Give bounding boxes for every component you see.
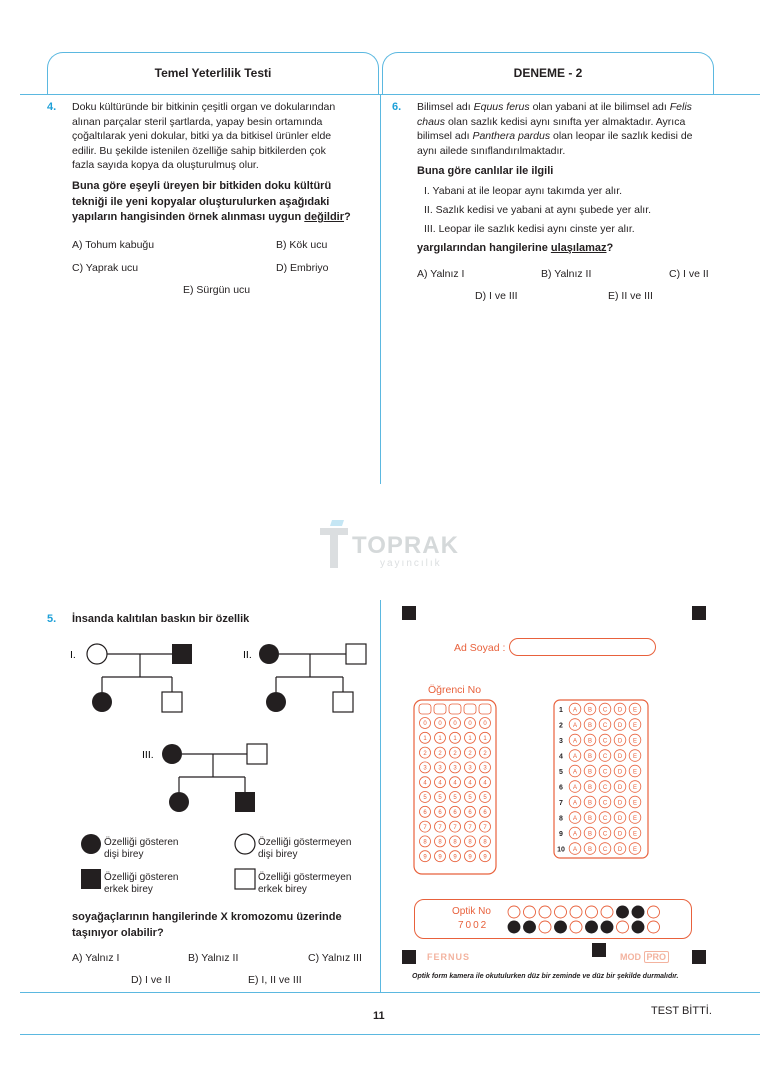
optic-no-bubble — [601, 921, 613, 933]
student-no-label: Öğrenci No — [428, 684, 482, 696]
bubble-digit: 1 — [483, 736, 487, 742]
optic-no-bubble — [586, 906, 598, 918]
bubble-digit: 9 — [438, 854, 442, 861]
test-end-text: TEST BİTTİ. — [651, 1005, 712, 1017]
optic-no-bubble — [648, 921, 660, 933]
answer-letter: C — [602, 846, 608, 853]
q4-text — [72, 100, 372, 173]
answer-letter: E — [632, 753, 638, 760]
bubble-digit: 8 — [468, 839, 472, 846]
bubble-digit: 4 — [483, 780, 487, 787]
bubble-digit: 9 — [423, 854, 427, 861]
bubble-digit: 1 — [438, 736, 442, 742]
answer-row-number: 2 — [559, 722, 563, 730]
answer-letter: C — [602, 784, 608, 791]
answer-row-number: 10 — [557, 846, 565, 854]
q4-option-e[interactable]: E) Sürgün ucu — [183, 284, 251, 296]
answer-letter: E — [632, 769, 638, 776]
answer-letter: E — [632, 738, 638, 745]
p1-daughter — [92, 692, 112, 712]
q6-underlined-word: ulaşılamaz — [550, 242, 607, 254]
answer-letter: C — [602, 800, 608, 807]
pedigree-1 — [70, 644, 192, 712]
bubble-digit: 7 — [453, 824, 457, 831]
q6-option-c[interactable]: C) I ve II — [669, 268, 709, 280]
bubble-digit: 4 — [468, 780, 472, 787]
optic-no-bubble — [524, 921, 536, 933]
answer-letter: C — [602, 722, 608, 729]
q4-line: alınan parçalar steril şartlarda, yapay besin ortamında — [72, 115, 323, 128]
answer-letter: D — [617, 769, 623, 776]
header-rule — [20, 94, 760, 95]
answer-letter: D — [617, 753, 623, 760]
bubble-digit: 3 — [468, 765, 472, 772]
bubble-digit: 6 — [438, 810, 442, 816]
student-no-cell — [434, 704, 446, 714]
bubble-digit: 3 — [438, 765, 442, 772]
optic-corner-mark — [692, 606, 706, 620]
bubble-digit: 6 — [483, 810, 487, 816]
q4-underlined-word: değildir — [304, 211, 345, 223]
pedigree-label-2: II. — [243, 649, 252, 661]
bubble-digit: 2 — [483, 750, 487, 757]
watermark-brand: TOPRAK — [352, 532, 459, 559]
bubble-digit: 0 — [438, 721, 442, 728]
p1-mother — [87, 644, 107, 664]
q4-line: fazla sayıda kopya da oluşturulmuş olur. — [72, 159, 259, 171]
optic-no-bubble — [601, 906, 613, 918]
answer-letter: D — [617, 707, 623, 714]
q4-option-b[interactable]: B) Kök ucu — [276, 239, 328, 251]
answer-letter: A — [572, 753, 578, 760]
answer-letter: B — [587, 722, 593, 729]
bubble-digit: 7 — [423, 824, 427, 831]
optic-no-bubble — [539, 906, 551, 918]
p2-daughter — [266, 692, 286, 712]
student-no-grid[interactable] — [413, 699, 497, 875]
answer-letter: A — [572, 846, 578, 853]
bubble-digit: 4 — [453, 780, 457, 787]
bubble-digit: 8 — [483, 839, 487, 846]
q6-statement-2: II. Sazlık kedisi ve yabani at aynı şubede yer alır. — [424, 204, 652, 216]
answer-letter: D — [617, 784, 623, 791]
answer-letter: A — [572, 800, 578, 807]
answer-letter: B — [587, 769, 593, 776]
q4-question — [72, 179, 377, 226]
bubble-digit: 9 — [453, 854, 457, 861]
toprak-watermark — [318, 518, 458, 578]
optic-corner-mark — [402, 606, 416, 620]
optic-no-bubble — [508, 906, 520, 918]
footer-rule-top — [20, 992, 760, 993]
legend-filled-male-icon — [80, 868, 102, 890]
page-number: 11 — [373, 1010, 385, 1022]
optic-no-bubble — [632, 906, 644, 918]
legend-filled-female-icon — [80, 833, 102, 855]
q5-option-c[interactable]: C) Yalnız III — [308, 952, 362, 964]
optic-center-mark — [592, 943, 606, 957]
answer-letter: B — [587, 738, 593, 745]
bubble-digit: 1 — [423, 736, 427, 742]
q4-question-line: yapıların hangisinden örnek alınması uygun değildir? — [72, 211, 351, 223]
brand-right: MOD PRO — [620, 952, 669, 962]
answer-letter: A — [572, 815, 578, 822]
name-label: Ad Soyad : — [454, 642, 506, 654]
brand-left: FERNUS — [427, 952, 471, 962]
q4-line: çoğaltılarak yeni dokular, bitki ya da bitkisel ürünler elde — [72, 130, 332, 142]
bubble-digit: 7 — [468, 824, 472, 831]
answer-letter: A — [572, 784, 578, 791]
legend-empty-male: Özelliği göstermeyen erkek birey — [258, 872, 352, 895]
bubble-digit: 2 — [468, 750, 472, 757]
q6-option-e[interactable]: E) II ve III — [608, 290, 653, 302]
footer-rule-bottom — [20, 1034, 760, 1035]
answer-letter: A — [572, 722, 578, 729]
answer-letter: D — [617, 800, 623, 807]
header-left-title: Temel Yeterlilik Testi — [154, 66, 272, 80]
optic-no-bubble — [508, 921, 520, 933]
p2-son — [333, 692, 353, 712]
student-no-cell — [449, 704, 461, 714]
q4-line: edilir. Bu şekilde istenilen özelliğe sahip bitkilerden çok — [72, 144, 326, 157]
q5-question: soyağaçlarının hangilerinde X kromozomu üzerinde taşınıyor olabilir? — [72, 911, 342, 939]
answer-letter: E — [632, 846, 638, 853]
header-right-title: DENEME - 2 — [513, 66, 583, 80]
bubble-digit: 4 — [423, 780, 427, 787]
p3-mother — [162, 744, 182, 764]
answer-letter: D — [617, 831, 623, 838]
bubble-digit: 6 — [468, 810, 472, 816]
p2-mother — [259, 644, 279, 664]
q5-option-d[interactable]: D) I ve II — [131, 974, 171, 986]
answer-letter: B — [587, 707, 593, 714]
optic-no-bubble — [648, 906, 660, 918]
answer-letter: D — [617, 738, 623, 745]
bubble-digit: 0 — [423, 721, 427, 728]
q4-line: Doku kültüründe bir bitkinin çeşitli organ ve dokularından — [72, 101, 336, 113]
answer-letter: C — [602, 831, 608, 838]
bubble-digit: 8 — [423, 839, 427, 846]
optic-no-value: 7002 — [458, 920, 489, 931]
column-divider-bottom — [380, 600, 381, 992]
optic-no-bubble — [555, 906, 567, 918]
bubble-digit: 3 — [483, 765, 487, 772]
legend-empty-female-icon — [234, 833, 256, 855]
pedigree-3 — [142, 744, 267, 812]
q6-text — [417, 100, 717, 158]
bubble-digit: 9 — [483, 854, 487, 861]
watermark-sub: yayıncılık — [380, 558, 442, 569]
p3-son — [235, 792, 255, 812]
answer-row-number: 9 — [559, 831, 563, 838]
answer-letter: B — [587, 800, 593, 807]
optic-no-bubble — [617, 921, 629, 933]
bubble-digit: 2 — [423, 750, 427, 757]
answer-row-number: 1 — [559, 707, 563, 714]
bubble-digit: 2 — [438, 750, 442, 757]
answer-row-number: 5 — [559, 769, 563, 776]
column-divider-top — [380, 94, 381, 484]
q5-option-b[interactable]: B) Yalnız II — [188, 952, 239, 964]
q6-line: bilimsel adı Panthera pardus olan leopar ile sazlık kedisi de — [417, 130, 693, 142]
legend-filled-male: Özelliği gösteren erkek birey — [104, 872, 179, 895]
q5-option-e[interactable]: E) I, II ve III — [248, 974, 302, 986]
bubble-digit: 6 — [453, 810, 457, 816]
optic-no-bubbles — [506, 904, 666, 936]
bubble-digit: 1 — [453, 736, 457, 742]
optic-note: Optik form kamera ile okutulurken düz bir zeminde ve düz bir şekilde durmalıdır. — [412, 973, 679, 980]
bubble-digit: 1 — [468, 736, 472, 742]
q6-statement-3: III. Leopar ile sazlık kedisi aynı cinste yer alır. — [424, 223, 635, 235]
bubble-digit: 7 — [438, 824, 442, 831]
q5-number: 5. — [47, 613, 57, 625]
bubble-digit: 5 — [483, 795, 487, 802]
q4-question-line: tekniği ile yeni kopyalar oluşturulurken aşağıdaki — [72, 195, 330, 208]
answer-letter: B — [587, 815, 593, 822]
q6-line: Bilimsel adı Equus ferus olan yabani at ile bilimsel adı Felis — [417, 101, 692, 113]
legend-empty-female: Özelliği göstermeyen dişi birey — [258, 837, 352, 860]
optic-corner-mark — [402, 950, 416, 964]
header-right-tab — [382, 52, 714, 94]
optic-no-bubble — [617, 906, 629, 918]
answer-row-number: 3 — [559, 738, 563, 745]
answer-letter: C — [602, 815, 608, 822]
bubble-digit: 0 — [453, 721, 457, 728]
bubble-digit: 4 — [438, 780, 442, 787]
answer-letter: D — [617, 722, 623, 729]
bubble-digit: 8 — [453, 839, 457, 846]
optic-corner-mark — [692, 950, 706, 964]
q6-number: 6. — [392, 101, 402, 113]
answer-letter: B — [587, 784, 593, 791]
q6-line: aynı ailede sınıflandırılmaktadır. — [417, 144, 566, 157]
pedigree-2 — [243, 644, 366, 712]
bubble-digit: 5 — [438, 795, 442, 802]
bubble-digit: 3 — [453, 765, 457, 772]
answer-grid[interactable] — [553, 699, 649, 859]
optic-no-bubble — [539, 921, 551, 933]
header-left-tab — [47, 52, 379, 94]
pedigree-diagram — [60, 635, 370, 825]
optic-no-bubble — [555, 921, 567, 933]
q4-question-line: Buna göre eşeyli üreyen bir bitkiden doku kültürü — [72, 180, 332, 192]
pedigree-label-3: III. — [142, 749, 154, 761]
answer-letter: D — [617, 815, 623, 822]
bubble-digit: 3 — [423, 765, 427, 772]
q4-option-a[interactable]: A) Tohum kabuğu — [72, 239, 155, 251]
pedigree-label-1: I. — [70, 649, 76, 661]
q6-option-b[interactable]: B) Yalnız II — [541, 268, 592, 280]
answer-letter: C — [602, 753, 608, 760]
answer-row-number: 7 — [559, 800, 563, 807]
answer-letter: A — [572, 769, 578, 776]
q6-line: chaus olan sazlık kedisi aynı sınıfta yer almaktadır. Ayrıca — [417, 115, 686, 128]
answer-letter: C — [602, 769, 608, 776]
bubble-digit: 8 — [438, 839, 442, 846]
student-no-cell — [479, 704, 491, 714]
bubble-digit: 5 — [453, 795, 457, 802]
optic-no-bubble — [524, 906, 536, 918]
answer-letter: B — [587, 846, 593, 853]
bubble-digit: 7 — [483, 824, 487, 831]
answer-row-number: 8 — [559, 815, 563, 823]
answer-letter: C — [602, 707, 608, 714]
q4-option-c[interactable]: C) Yaprak ucu — [72, 262, 139, 274]
q4-number: 4. — [47, 101, 57, 113]
q6-option-a[interactable]: A) Yalnız I — [417, 268, 465, 280]
answer-letter: E — [632, 707, 638, 714]
answer-letter: E — [632, 722, 638, 729]
p1-father — [172, 644, 192, 664]
p3-daughter — [169, 792, 189, 812]
q6-closing: yargılarından hangilerine ulaşılamaz? — [417, 242, 614, 254]
answer-letter: E — [632, 831, 638, 838]
bubble-digit: 9 — [468, 854, 472, 861]
name-field[interactable] — [509, 638, 656, 656]
q5-option-a[interactable]: A) Yalnız I — [72, 952, 120, 964]
answer-letter: B — [587, 831, 593, 838]
answer-letter: E — [632, 800, 638, 807]
answer-letter: E — [632, 784, 638, 791]
optic-no-bubble — [570, 921, 582, 933]
answer-letter: E — [632, 815, 638, 822]
legend-empty-male-icon — [234, 868, 256, 890]
bubble-digit: 6 — [423, 810, 427, 816]
q4-option-d[interactable]: D) Embriyo — [276, 262, 329, 274]
q5-title: İnsanda kalıtılan baskın bir özellik — [72, 613, 250, 625]
q6-option-d[interactable]: D) I ve III — [475, 290, 518, 302]
answer-letter: C — [602, 738, 608, 745]
q6-lead: Buna göre canlılar ile ilgili — [417, 165, 554, 177]
answer-letter: A — [572, 738, 578, 745]
p3-father — [247, 744, 267, 764]
optic-no-bubble — [632, 921, 644, 933]
answer-row-number: 6 — [559, 784, 563, 792]
student-no-cell — [464, 704, 476, 714]
optic-no-bubble — [570, 906, 582, 918]
bubble-digit: 5 — [423, 795, 427, 802]
answer-letter: A — [572, 707, 578, 714]
answer-letter: A — [572, 831, 578, 838]
student-no-cell — [419, 704, 431, 714]
bubble-digit: 0 — [483, 721, 487, 728]
q6-statement-1: I. Yabani at ile leopar aynı takımda yer alır. — [424, 185, 623, 197]
answer-row-number: 4 — [559, 753, 563, 761]
bubble-digit: 0 — [468, 721, 472, 728]
legend-filled-female: Özelliği gösteren dişi birey — [104, 837, 179, 860]
p2-father — [346, 644, 366, 664]
answer-letter: D — [617, 846, 623, 853]
answer-letter: B — [587, 753, 593, 760]
optic-no-bubble — [586, 921, 598, 933]
optic-no-label: Optik No — [452, 906, 491, 917]
bubble-digit: 5 — [468, 795, 472, 802]
p1-son — [162, 692, 182, 712]
bubble-digit: 2 — [453, 750, 457, 757]
